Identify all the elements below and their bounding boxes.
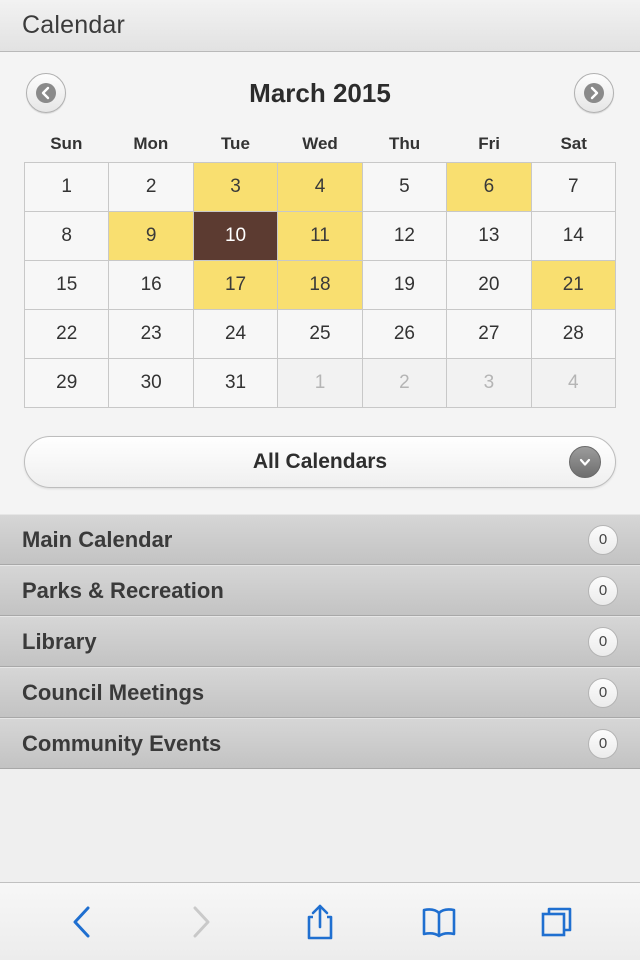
calendar-list-item[interactable] xyxy=(0,667,640,718)
calendar-grid xyxy=(24,162,616,408)
calendar-day[interactable]: 18 xyxy=(278,261,362,310)
calendar-day[interactable]: 8 xyxy=(25,212,109,261)
page-title: Calendar xyxy=(22,11,126,39)
calendar-day[interactable]: 2 xyxy=(363,359,447,408)
calendar-day[interactable]: 1 xyxy=(25,163,109,212)
calendar-day[interactable]: 28 xyxy=(532,310,616,359)
calendar-day[interactable]: 7 xyxy=(532,163,616,212)
calendar-list-item[interactable] xyxy=(0,616,640,667)
chevron-left-icon xyxy=(35,82,57,104)
calendar-day[interactable]: 26 xyxy=(363,310,447,359)
tabs-button[interactable] xyxy=(528,894,588,950)
calendar-day[interactable]: 3 xyxy=(194,163,278,212)
calendar-day[interactable]: 14 xyxy=(532,212,616,261)
next-month-button[interactable] xyxy=(574,73,614,113)
calendar-day[interactable]: 9 xyxy=(109,212,193,261)
calendar-day[interactable]: 1 xyxy=(278,359,362,408)
calendar-day[interactable]: 10 xyxy=(194,212,278,261)
calendar-list-item-label: Main Calendar xyxy=(22,526,173,552)
weekday-header xyxy=(0,134,640,154)
weekday-wed: Wed xyxy=(302,134,338,153)
chevron-down-icon[interactable] xyxy=(569,446,601,478)
chevron-down-glyph xyxy=(577,454,593,470)
calendar-event-count-badge: 0 xyxy=(588,525,618,555)
calendar-day[interactable]: 22 xyxy=(25,310,109,359)
bottom-toolbar xyxy=(0,882,640,960)
main-content xyxy=(0,52,640,882)
back-chevron-icon xyxy=(69,904,95,940)
calendar-day[interactable]: 2 xyxy=(109,163,193,212)
calendar-day[interactable]: 4 xyxy=(278,163,362,212)
bookmarks-icon xyxy=(420,906,458,938)
calendar-day[interactable]: 20 xyxy=(447,261,531,310)
calendar-event-count-badge: 0 xyxy=(588,627,618,657)
forward-chevron-icon xyxy=(188,904,214,940)
calendar-list-item[interactable] xyxy=(0,514,640,565)
all-calendars-label: All Calendars xyxy=(252,450,388,473)
prev-month-button[interactable] xyxy=(26,73,66,113)
calendar-day[interactable]: 21 xyxy=(532,261,616,310)
bookmarks-button[interactable] xyxy=(409,894,469,950)
calendar-day[interactable]: 23 xyxy=(109,310,193,359)
weekday-thu: Thu xyxy=(388,134,421,153)
calendar-day[interactable]: 16 xyxy=(109,261,193,310)
calendar-filter-wrap xyxy=(0,408,640,488)
share-icon xyxy=(303,903,337,941)
calendar-day[interactable]: 12 xyxy=(363,212,447,261)
calendar-list-item[interactable] xyxy=(0,565,640,616)
calendar-day[interactable]: 5 xyxy=(363,163,447,212)
calendar-day[interactable]: 24 xyxy=(194,310,278,359)
month-navigation xyxy=(0,52,640,134)
calendar-day[interactable]: 15 xyxy=(25,261,109,310)
all-calendars-button[interactable] xyxy=(24,436,616,488)
calendar-list-item[interactable] xyxy=(0,718,640,769)
share-button[interactable] xyxy=(290,894,350,950)
weekday-tue: Tue xyxy=(220,134,250,153)
content-spacer xyxy=(0,769,640,882)
calendar-day[interactable]: 6 xyxy=(447,163,531,212)
calendar-day[interactable]: 13 xyxy=(447,212,531,261)
month-title: March 2015 xyxy=(249,77,391,108)
calendar-day[interactable]: 25 xyxy=(278,310,362,359)
forward-button[interactable] xyxy=(171,894,231,950)
calendar-list xyxy=(0,514,640,769)
calendar-list-item-label: Library xyxy=(22,628,97,654)
calendar-event-count-badge: 0 xyxy=(588,576,618,606)
calendar-day[interactable]: 29 xyxy=(25,359,109,408)
calendar-event-count-badge: 0 xyxy=(588,729,618,759)
weekday-sun: Sun xyxy=(50,134,83,153)
calendar-day[interactable]: 17 xyxy=(194,261,278,310)
calendar-list-item-label: Parks & Recreation xyxy=(22,577,224,603)
calendar-day[interactable]: 30 xyxy=(109,359,193,408)
calendar-day[interactable]: 3 xyxy=(447,359,531,408)
calendar-day[interactable]: 11 xyxy=(278,212,362,261)
title-bar xyxy=(0,0,640,52)
calendar-list-item-label: Council Meetings xyxy=(22,679,205,705)
chevron-right-icon xyxy=(583,82,605,104)
calendar-day[interactable]: 31 xyxy=(194,359,278,408)
weekday-sat: Sat xyxy=(560,134,587,153)
back-button[interactable] xyxy=(52,894,112,950)
weekday-mon: Mon xyxy=(133,134,169,153)
weekday-fri: Fri xyxy=(478,134,500,153)
calendar-day[interactable]: 19 xyxy=(363,261,447,310)
calendar-list-item-label: Community Events xyxy=(22,730,222,756)
calendar-event-count-badge: 0 xyxy=(588,678,618,708)
tabs-icon xyxy=(540,904,576,940)
calendar-day[interactable]: 27 xyxy=(447,310,531,359)
calendar-day[interactable]: 4 xyxy=(532,359,616,408)
